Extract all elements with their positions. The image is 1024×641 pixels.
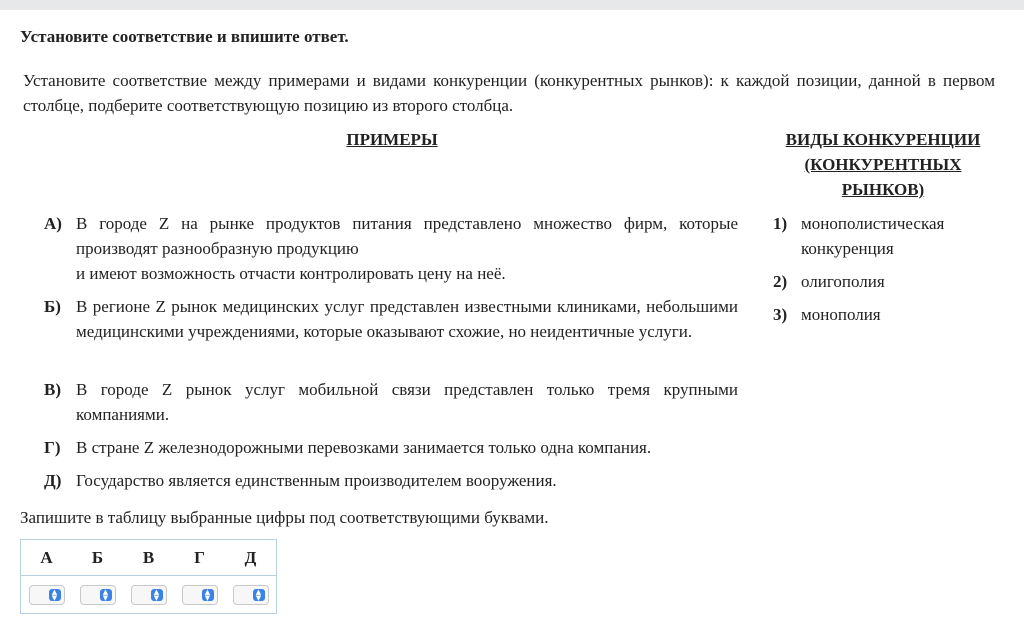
type-text: монополия	[801, 305, 881, 324]
select-arrows-icon: ▲ ▼	[253, 589, 265, 601]
type-number: 1)	[773, 214, 788, 233]
select-arrows-icon: ▲ ▼	[151, 589, 163, 601]
type-number: 2)	[773, 272, 788, 291]
example-letter: Д)	[44, 471, 62, 490]
answer-table	[20, 539, 277, 614]
type-text: монополистическая конкуренция	[801, 214, 945, 258]
top-bar	[0, 0, 1024, 10]
example-text: Государство является единственным производителем вооружения.	[76, 471, 557, 490]
answer-select-g[interactable]	[182, 585, 218, 605]
type-1	[773, 211, 993, 261]
example-d	[44, 468, 738, 493]
example-letter: Б)	[44, 297, 61, 316]
example-text: В регионе Z рынок медицинских услуг представлен известными клиниками, небольшими медицинскими учреждениями, которые оказывают схожие, но неидентичные услуги.	[76, 297, 738, 341]
answer-letter-b: Б	[72, 540, 123, 576]
example-b	[44, 294, 738, 344]
task-heading: Установите соответствие и впишите ответ.	[20, 27, 349, 46]
answer-letter-a: А	[21, 540, 73, 576]
answer-select-b[interactable]	[80, 585, 116, 605]
example-letter: А)	[44, 214, 62, 233]
examples-column-header: ПРИМЕРЫ	[346, 130, 438, 149]
select-arrows-icon: ▲ ▼	[202, 589, 214, 601]
type-number: 3)	[773, 305, 788, 324]
instruction-text: Запишите в таблицу выбранные цифры под соответствующими буквами.	[20, 508, 549, 527]
types-column-header: ВИДЫ КОНКУРЕНЦИИ (КОНКУРЕНТНЫХ РЫНКОВ)	[785, 130, 981, 199]
type-text: олигополия	[801, 272, 885, 291]
example-text: В городе Z рынок услуг мобильной связи представлен только тремя крупными компаниями.	[76, 380, 738, 424]
example-text: В городе Z на рынке продуктов питания представлено множество фирм, которые производят разнообразную продукцию	[76, 214, 738, 258]
example-letter: Г)	[44, 438, 61, 457]
task-text: Установите соответствие между примерами и видами конкуренции (конкурентных рынков): к каждой позиции, данной в первом столбце, подберите соответствующую позицию из второго столбца.	[23, 71, 995, 115]
answer-letter-d: Д	[225, 540, 277, 576]
answer-select-a[interactable]	[29, 585, 65, 605]
answer-select-v[interactable]	[131, 585, 167, 605]
select-arrows-icon: ▲ ▼	[49, 589, 61, 601]
example-v	[44, 377, 738, 427]
answer-select-d[interactable]	[233, 585, 269, 605]
example-a	[44, 211, 738, 286]
type-2	[773, 269, 993, 294]
example-letter: В)	[44, 380, 61, 399]
example-g	[44, 435, 738, 460]
select-arrows-icon: ▲ ▼	[100, 589, 112, 601]
example-text: В стране Z железнодорожными перевозками занимается только одна компания.	[76, 438, 652, 457]
example-text-continuation: и имеют возможность отчасти контролировать цену на неё.	[76, 264, 506, 283]
answer-letter-v: В	[123, 540, 174, 576]
answer-letter-g: Г	[174, 540, 225, 576]
type-3	[773, 302, 993, 327]
